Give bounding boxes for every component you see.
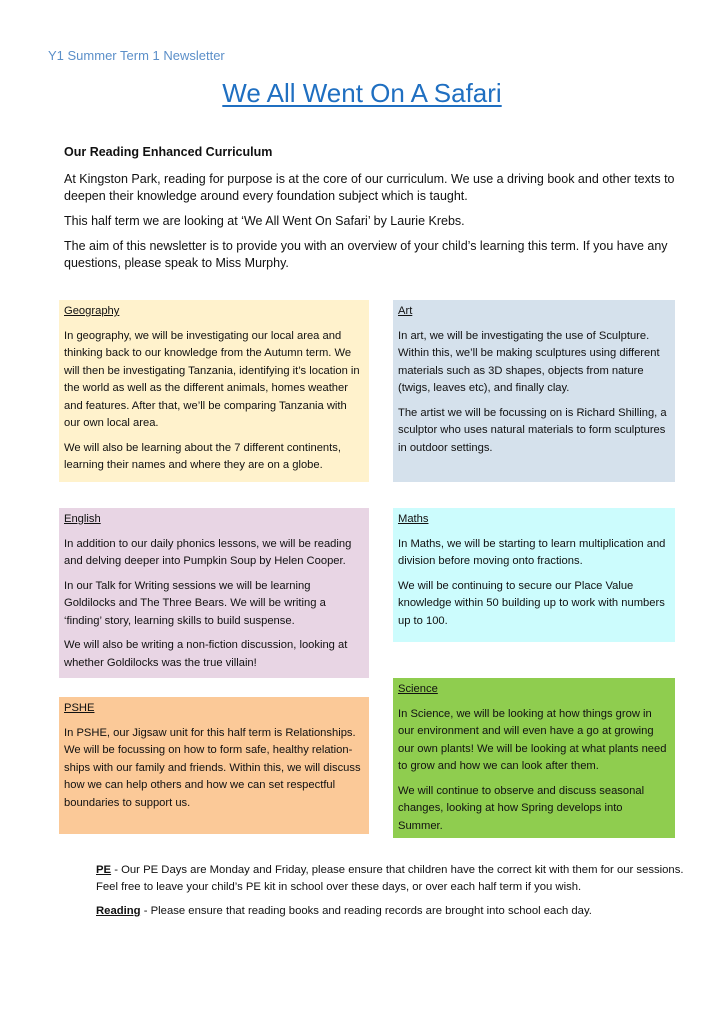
reading-label: Reading bbox=[96, 905, 141, 917]
intro-section bbox=[64, 144, 679, 280]
english-paragraph: In our Talk for Writing sessions we will be learning Goldilocks and The Three Bears. We will be writing a ‘finding’ story, learning skills to build suspense. bbox=[64, 579, 326, 627]
page-title: We All Went On A Safari bbox=[222, 78, 502, 108]
reading-text: - Please ensure that reading books and reading records are brought into school each day. bbox=[140, 905, 592, 917]
geography-paragraph: We will also be learning about the 7 different continents, learning their names and where they are on a globe. bbox=[64, 441, 341, 471]
science-heading: Science bbox=[398, 683, 438, 695]
pshe-paragraph: In PSHE, our Jigsaw unit for this half term is Relationships. We will be focussing on how to form safe, healthy relation-ships with our family and friends. Within this, we will discuss how we can help others and how we can set respectful boundaries to support us. bbox=[64, 726, 361, 809]
intro-paragraph: At Kingston Park, reading for purpose is at the core of our curriculum. We use a driving book and other texts to deepen their knowledge around every foundation subject which is taught. bbox=[64, 172, 675, 203]
geography-heading: Geography bbox=[64, 305, 120, 317]
geography-box bbox=[59, 300, 369, 482]
art-heading: Art bbox=[398, 305, 413, 317]
english-box bbox=[59, 508, 369, 678]
science-paragraph: We will continue to observe and discuss seasonal changes, looking at how Spring develops into Summer. bbox=[398, 784, 645, 832]
maths-box bbox=[393, 508, 675, 642]
geography-paragraph: In geography, we will be investigating our local area and thinking back to our knowledge from the Autumn term. We will then be investigating Tanzania, identifying it’s location in the world as well as the different animals, homes weather and features. After that, we’ll be comparing Tanzania with our own local area. bbox=[64, 329, 360, 429]
intro-paragraph: This half term we are looking at ‘We All Went On Safari’ by Laurie Krebs. bbox=[64, 214, 465, 228]
maths-heading: Maths bbox=[398, 513, 429, 525]
science-paragraph: In Science, we will be looking at how things grow in our environment and will even have a go at growing our own plants! We will be looking at what plants need to grow and how we can look after them. bbox=[398, 707, 667, 772]
intro-heading: Our Reading Enhanced Curriculum bbox=[64, 145, 273, 159]
intro-paragraph: The aim of this newsletter is to provide you with an overview of your child’s learning this term. If you have any questions, please speak to Miss Murphy. bbox=[64, 239, 668, 270]
science-box bbox=[393, 678, 675, 838]
art-box bbox=[393, 300, 675, 482]
art-paragraph: The artist we will be focussing on is Richard Shilling, a sculptor who uses natural materials to form sculptures in outdoor settings. bbox=[398, 406, 667, 454]
footer-notes bbox=[96, 862, 686, 927]
english-heading: English bbox=[64, 513, 101, 525]
maths-paragraph: We will be continuing to secure our Place Value knowledge within 50 building up to work with numbers up to 100. bbox=[398, 579, 665, 627]
maths-paragraph: In Maths, we will be starting to learn multiplication and division before moving onto fractions. bbox=[398, 537, 666, 567]
reading-note bbox=[96, 903, 686, 920]
pe-label: PE bbox=[96, 864, 112, 876]
pshe-heading: PSHE bbox=[64, 702, 95, 714]
newsletter-label: Y1 Summer Term 1 Newsletter bbox=[48, 48, 225, 63]
english-paragraph: In addition to our daily phonics lessons, we will be reading and delving deeper into Pumpkin Soup by Helen Cooper. bbox=[64, 537, 352, 567]
pe-note bbox=[96, 862, 686, 896]
art-paragraph: In art, we will be investigating the use of Sculpture. Within this, we’ll be making sculptures using different materials such as 3D shapes, objects from nature (twigs, leaves etc), and finally clay. bbox=[398, 329, 660, 394]
pshe-box bbox=[59, 697, 369, 834]
english-paragraph: We will also be writing a non-fiction discussion, looking at whether Goldilocks was the true villain! bbox=[64, 639, 348, 669]
pe-text: - Our PE Days are Monday and Friday, please ensure that children have the correct kit with them for our sessions. Feel free to leave your child’s PE kit in school over these days, or over each half term if you wish. bbox=[96, 864, 684, 893]
